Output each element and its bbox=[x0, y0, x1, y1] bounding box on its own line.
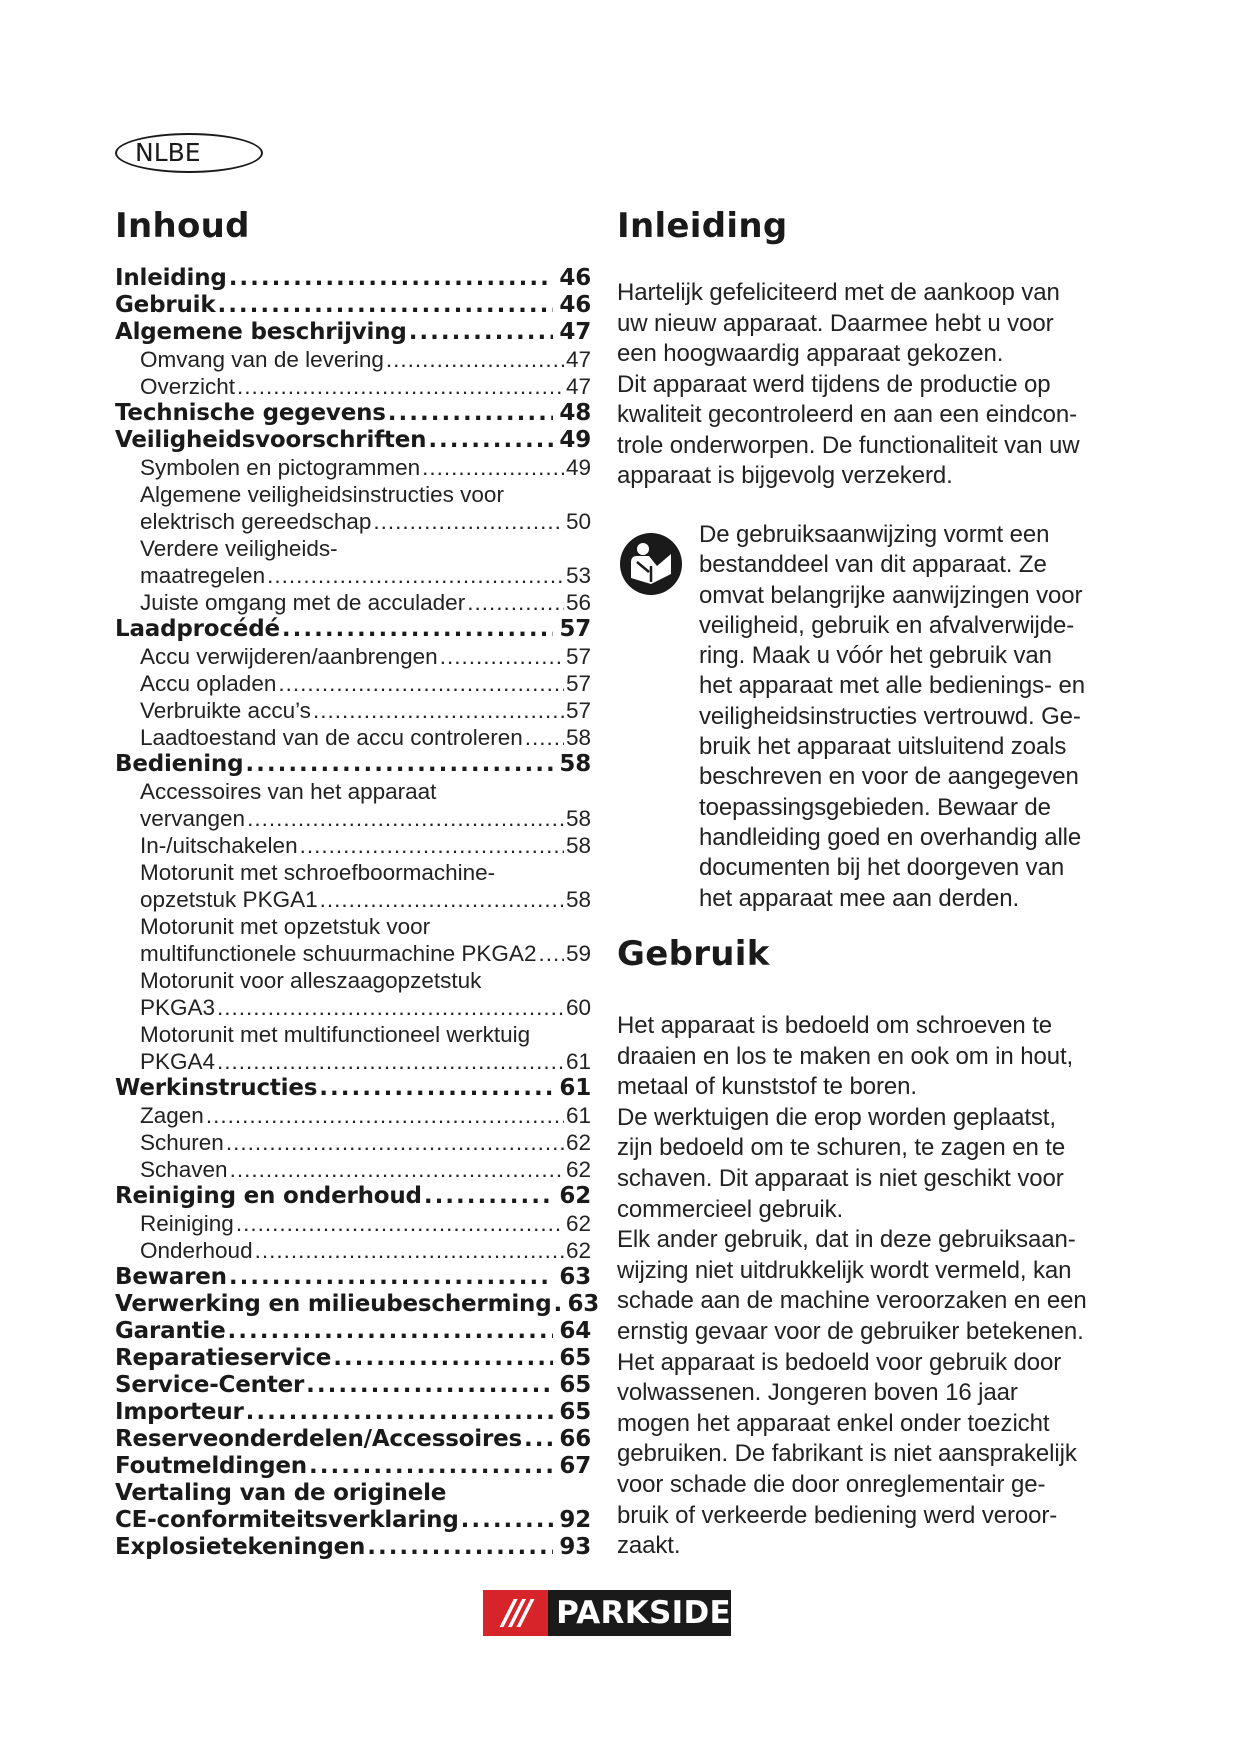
text-line: Hartelijk gefeliciteerd met de aankoop van bbox=[617, 279, 1060, 306]
toc-page-number: 62 bbox=[565, 1157, 591, 1182]
toc-entry-label: Schaven bbox=[140, 1157, 228, 1182]
text-line: kwaliteit gecontroleerd en aan een eindcon- bbox=[617, 401, 1078, 428]
text-line: gebruiken. De fabrikant is niet aansprakelijk bbox=[617, 1440, 1077, 1468]
toc-entry bbox=[115, 1426, 591, 1453]
toc-entry bbox=[115, 994, 591, 1021]
toc-leader-dots bbox=[524, 1426, 553, 1453]
toc-leader-dots bbox=[217, 292, 553, 319]
text-line: omvat belangrijke aanwijzingen voor bbox=[699, 581, 1083, 609]
toc-leader-dots bbox=[525, 724, 564, 751]
toc-entry bbox=[115, 751, 591, 778]
toc-entry bbox=[115, 427, 591, 454]
toc-entry-continuation: Vertaling van de originele bbox=[115, 1480, 447, 1506]
text-line: apparaat is bijgevolg verzekerd. bbox=[617, 462, 953, 489]
toc-leader-dots bbox=[206, 1102, 564, 1129]
toc-entry-continuation: Motorunit met opzetstuk voor bbox=[140, 914, 431, 939]
toc-page-number: 66 bbox=[559, 1426, 591, 1452]
toc-page-number: 57 bbox=[565, 698, 591, 723]
toc-leader-dots bbox=[300, 832, 564, 859]
toc-leader-dots bbox=[246, 1399, 554, 1426]
toc-leader-dots bbox=[230, 1156, 564, 1183]
toc-page-number: 46 bbox=[559, 265, 591, 291]
toc-leader-dots bbox=[306, 1372, 553, 1399]
toc-entry bbox=[115, 805, 591, 832]
text-line: documenten bij het doorgeven van bbox=[699, 854, 1065, 882]
toc-entry-label: Laadtoestand van de accu controleren bbox=[140, 725, 523, 750]
toc-entry bbox=[115, 1183, 591, 1210]
toc-page-number: 63 bbox=[559, 1264, 591, 1290]
text-line: veiligheidsinstructies vertrouwd. Ge- bbox=[699, 702, 1081, 730]
toc-entry-label: Bediening bbox=[115, 751, 244, 777]
text-line: commercieel gebruik. bbox=[617, 1195, 844, 1223]
toc-entry-label: Inleiding bbox=[115, 265, 227, 291]
toc-entry bbox=[115, 1075, 591, 1102]
text-line: ring. Maak u vóór het gebruik van bbox=[699, 642, 1052, 670]
toc-page-number: 47 bbox=[565, 374, 591, 399]
toc-entry bbox=[115, 562, 591, 589]
toc-entry-label: maatregelen bbox=[140, 563, 266, 588]
text-line: zijn bedoeld om te schuren, te zagen en te bbox=[617, 1134, 1066, 1162]
toc-entry-label: elektrisch gereedschap bbox=[140, 509, 372, 534]
toc-entry bbox=[115, 319, 591, 346]
text-line: Dit apparaat werd tijdens de productie op bbox=[617, 370, 1051, 398]
toc-entry-label: opzetstuk PKGA1 bbox=[140, 887, 318, 912]
toc-page-number: 57 bbox=[565, 671, 591, 696]
toc-leader-dots bbox=[278, 670, 564, 697]
toc-entry-continuation: Verdere veiligheids- bbox=[140, 536, 338, 561]
toc-leader-dots bbox=[333, 1345, 553, 1372]
toc-entry-label: Verwerking en milieubescherming bbox=[115, 1291, 552, 1317]
manual-note bbox=[617, 520, 1102, 914]
toc-leader-dots bbox=[440, 643, 564, 670]
toc-entry-label: In-/uitschakelen bbox=[140, 833, 298, 858]
text-line: bruik of verkeerde bediening werd veroor- bbox=[617, 1501, 1058, 1529]
toc-page-number: 58 bbox=[565, 806, 591, 831]
toc-entry-label: Verbruikte accu’s bbox=[140, 698, 311, 723]
logo-slashes: /// bbox=[483, 1590, 548, 1636]
toc-page-number: 49 bbox=[559, 427, 591, 453]
text-line: Het apparaat is bedoeld voor gebruik door bbox=[617, 1348, 1062, 1376]
toc-page-number: 61 bbox=[559, 1075, 591, 1101]
toc-entry bbox=[115, 1399, 591, 1426]
text-line: veiligheid, gebruik en afvalverwijde- bbox=[699, 611, 1075, 639]
toc-page-number: 58 bbox=[565, 887, 591, 912]
toc-entry-label: Importeur bbox=[115, 1399, 244, 1425]
toc-page-number: 58 bbox=[565, 725, 591, 750]
text-line: volwassenen. Jongeren boven 16 jaar bbox=[617, 1379, 1018, 1407]
toc-entry-label: Explosietekeningen bbox=[115, 1534, 366, 1560]
toc-leader-dots bbox=[386, 346, 564, 373]
table-of-contents bbox=[115, 265, 600, 1561]
toc-page-number: 50 bbox=[565, 509, 591, 534]
toc-entry-label: Reiniging en onderhoud bbox=[115, 1183, 422, 1209]
toc-page-number: 61 bbox=[565, 1103, 591, 1128]
toc-entry-continuation: Accessoires van het apparaat bbox=[140, 779, 437, 804]
toc-leader-dots bbox=[229, 265, 554, 292]
toc-page-number: 92 bbox=[559, 1507, 591, 1533]
parkside-logo bbox=[483, 1590, 731, 1636]
toc-entry-label: Veiligheidsvoorschriften bbox=[115, 427, 427, 453]
toc-entry-label: Service-Center bbox=[115, 1372, 305, 1398]
toc-entry bbox=[115, 1507, 591, 1534]
toc-page-number: 48 bbox=[559, 400, 591, 426]
toc-entry-label: Laadprocédé bbox=[115, 616, 280, 642]
toc-entry bbox=[115, 292, 591, 319]
toc-leader-dots bbox=[388, 400, 554, 427]
toc-entry bbox=[115, 1345, 591, 1372]
toc-entry-label: PKGA4 bbox=[140, 1049, 216, 1074]
toc-entry bbox=[115, 373, 591, 400]
toc-leader-dots bbox=[237, 373, 564, 400]
text-line: Elk ander gebruik, dat in deze gebruiksaan- bbox=[617, 1226, 1076, 1254]
manual-note-text bbox=[617, 520, 1102, 914]
text-line: metaal of kunststof te boren. bbox=[617, 1073, 917, 1101]
toc-entry-label: vervangen bbox=[140, 806, 246, 831]
toc-entry-label: Overzicht bbox=[140, 374, 236, 399]
text-line: het apparaat met alle bedienings- en bbox=[699, 672, 1086, 700]
toc-leader-dots bbox=[217, 1048, 564, 1075]
text-line: schaven. Dit apparaat is niet geschikt voor bbox=[617, 1164, 1064, 1192]
toc-entry bbox=[115, 1264, 591, 1291]
text-line: trole onderworpen. De functionaliteit van uw bbox=[617, 431, 1080, 459]
toc-leader-dots bbox=[267, 562, 564, 589]
text-line: bestanddeel van dit apparaat. Ze bbox=[699, 551, 1047, 579]
toc-leader-dots bbox=[255, 1237, 564, 1264]
toc-entry bbox=[115, 508, 591, 535]
toc-leader-dots bbox=[282, 616, 554, 643]
toc-page-number: 46 bbox=[559, 292, 591, 318]
toc-leader-dots bbox=[553, 1291, 561, 1318]
toc-page-number: 64 bbox=[559, 1318, 591, 1344]
text-line: een hoogwaardig apparaat gekozen. bbox=[617, 340, 1004, 367]
toc-leader-dots bbox=[320, 886, 564, 913]
toc-entry bbox=[115, 400, 591, 427]
toc-page-number: 62 bbox=[565, 1238, 591, 1263]
toc-entry bbox=[115, 1237, 591, 1264]
toc-entry-continuation: Motorunit met multifunctioneel werktuig bbox=[140, 1022, 531, 1047]
toc-leader-dots bbox=[319, 1075, 553, 1102]
toc-page-number: 59 bbox=[565, 941, 591, 966]
toc-entry-label: multifunctionele schuurmachine PKGA2 bbox=[140, 941, 537, 966]
language-badge: NLBE bbox=[115, 133, 263, 173]
toc-entry-label: Reiniging bbox=[140, 1211, 234, 1236]
toc-entry bbox=[115, 940, 591, 967]
usage-text bbox=[617, 1011, 1102, 1562]
toc-leader-dots bbox=[409, 319, 554, 346]
toc-entry bbox=[115, 616, 591, 643]
toc-entry-label: Reparatieservice bbox=[115, 1345, 332, 1371]
toc-page-number: 61 bbox=[565, 1049, 591, 1074]
toc-entry-label: Accu opladen bbox=[140, 671, 277, 696]
toc-entry bbox=[115, 1453, 591, 1480]
intro-text bbox=[617, 278, 1102, 492]
toc-page-number: 58 bbox=[565, 833, 591, 858]
toc-entry bbox=[115, 346, 591, 373]
toc-entry-label: Garantie bbox=[115, 1318, 226, 1344]
toc-entry bbox=[115, 832, 591, 859]
toc-page-number: 47 bbox=[565, 347, 591, 372]
toc-leader-dots bbox=[461, 1507, 554, 1534]
text-line: zaakt. bbox=[617, 1532, 681, 1560]
toc-page-number: 58 bbox=[559, 751, 591, 777]
toc-entry bbox=[115, 1210, 591, 1237]
text-line: handleiding goed en overhandig alle bbox=[699, 823, 1082, 851]
toc-page-number: 49 bbox=[565, 455, 591, 480]
toc-leader-dots bbox=[424, 1183, 554, 1210]
toc-page-number: 60 bbox=[565, 995, 591, 1020]
toc-leader-dots bbox=[226, 1129, 564, 1156]
toc-entry-label: Symbolen en pictogrammen bbox=[140, 455, 421, 480]
toc-leader-dots bbox=[422, 454, 564, 481]
toc-entry bbox=[115, 1318, 591, 1345]
toc-entry bbox=[115, 1102, 591, 1129]
toc-page-number: 65 bbox=[559, 1345, 591, 1371]
toc-entry-label: Schuren bbox=[140, 1130, 224, 1155]
toc-leader-dots bbox=[538, 940, 564, 967]
text-line: wijzing niet uitdrukkelijk wordt vermeld, kan bbox=[617, 1256, 1072, 1284]
toc-entry-label: PKGA3 bbox=[140, 995, 216, 1020]
toc-leader-dots bbox=[313, 697, 564, 724]
toc-page-number: 47 bbox=[559, 319, 591, 345]
toc-entry-label: Juiste omgang met de acculader bbox=[140, 590, 466, 615]
text-line: bruik het apparaat uitsluitend zoals bbox=[699, 733, 1067, 761]
toc-entry bbox=[115, 886, 591, 913]
toc-page-number: 62 bbox=[559, 1183, 591, 1209]
toc-page-number: 65 bbox=[559, 1399, 591, 1425]
toc-title: Inhoud bbox=[115, 206, 250, 246]
toc-page-number: 53 bbox=[565, 563, 591, 588]
toc-entry-label: Werkinstructies bbox=[115, 1075, 318, 1101]
toc-entry bbox=[115, 454, 591, 481]
text-line: mogen het apparaat enkel onder toezicht bbox=[617, 1409, 1050, 1437]
toc-entry bbox=[115, 1156, 591, 1183]
toc-leader-dots bbox=[245, 751, 553, 778]
toc-entry bbox=[115, 589, 591, 616]
toc-page-number: 67 bbox=[559, 1453, 591, 1479]
toc-page-number: 57 bbox=[565, 644, 591, 669]
toc-entry bbox=[115, 1534, 591, 1561]
toc-leader-dots bbox=[467, 589, 564, 616]
toc-entry-label: Bewaren bbox=[115, 1264, 227, 1290]
toc-leader-dots bbox=[236, 1210, 564, 1237]
usage-heading: Gebruik bbox=[617, 934, 770, 974]
toc-page-number: 62 bbox=[565, 1211, 591, 1236]
toc-leader-dots bbox=[217, 994, 564, 1021]
text-line: schade aan de machine veroorzaken en een bbox=[617, 1287, 1087, 1315]
toc-leader-dots bbox=[373, 508, 564, 535]
toc-leader-dots bbox=[247, 805, 564, 832]
text-line: draaien en los te maken en ook om in hout, bbox=[617, 1042, 1074, 1070]
toc-page-number: 93 bbox=[559, 1534, 591, 1560]
toc-entry bbox=[115, 1372, 591, 1399]
toc-entry-label: Accu verwijderen/aanbrengen bbox=[140, 644, 438, 669]
toc-leader-dots bbox=[228, 1318, 554, 1345]
text-line: ernstig gevaar voor de gebruiker betekenen. bbox=[617, 1317, 1084, 1345]
toc-leader-dots bbox=[428, 427, 553, 454]
text-line: De werktuigen die erop worden geplaatst, bbox=[617, 1103, 1056, 1131]
toc-entry-label: Technische gegevens bbox=[115, 400, 386, 426]
toc-entry bbox=[115, 1129, 591, 1156]
toc-entry bbox=[115, 643, 591, 670]
toc-page-number: 57 bbox=[559, 616, 591, 642]
toc-entry-label: Onderhoud bbox=[140, 1238, 253, 1263]
text-line: beschreven en voor de aangegeven bbox=[699, 763, 1079, 791]
toc-leader-dots bbox=[309, 1453, 553, 1480]
toc-page-number: 65 bbox=[559, 1372, 591, 1398]
text-line: toepassingsgebieden. Bewaar de bbox=[699, 793, 1051, 821]
toc-entry bbox=[115, 670, 591, 697]
intro-heading: Inleiding bbox=[617, 206, 788, 246]
text-line: uw nieuw apparaat. Daarmee hebt u voor bbox=[617, 309, 1054, 337]
toc-entry-label: Foutmeldingen bbox=[115, 1453, 307, 1479]
toc-entry bbox=[115, 265, 591, 292]
toc-entry bbox=[115, 1291, 600, 1318]
toc-leader-dots bbox=[229, 1264, 554, 1291]
toc-entry-continuation: Algemene veiligheidsinstructies voor bbox=[140, 482, 504, 507]
toc-entry bbox=[115, 1048, 591, 1075]
read-manual-icon bbox=[619, 532, 683, 596]
toc-entry-continuation: Motorunit voor alleszaagopzetstuk bbox=[140, 968, 482, 993]
text-line: De gebruiksaanwijzing vormt een bbox=[699, 521, 1050, 548]
logo-brand: PARKSIDE bbox=[556, 1595, 731, 1631]
text-line: Het apparaat is bedoeld om schroeven te bbox=[617, 1012, 1053, 1039]
toc-entry-continuation: Motorunit met schroefboormachine- bbox=[140, 860, 496, 885]
text-line: voor schade die door onreglementair ge- bbox=[617, 1470, 1046, 1498]
toc-entry-label: Omvang van de levering bbox=[140, 347, 384, 372]
toc-page-number: 56 bbox=[565, 590, 591, 615]
toc-entry bbox=[115, 697, 591, 724]
toc-entry-label: Zagen bbox=[140, 1103, 204, 1128]
toc-entry-label: Gebruik bbox=[115, 292, 216, 318]
toc-entry bbox=[115, 724, 591, 751]
toc-page-number: 63 bbox=[567, 1291, 600, 1317]
toc-entry-label: Algemene beschrijving bbox=[115, 319, 407, 345]
toc-entry-label: CE-conformiteitsverklaring bbox=[115, 1507, 459, 1533]
toc-leader-dots bbox=[367, 1534, 553, 1561]
toc-entry-label: Reserveonderdelen/Accessoires bbox=[115, 1426, 522, 1452]
toc-page-number: 62 bbox=[565, 1130, 591, 1155]
text-line: het apparaat mee aan derden. bbox=[699, 884, 1020, 912]
